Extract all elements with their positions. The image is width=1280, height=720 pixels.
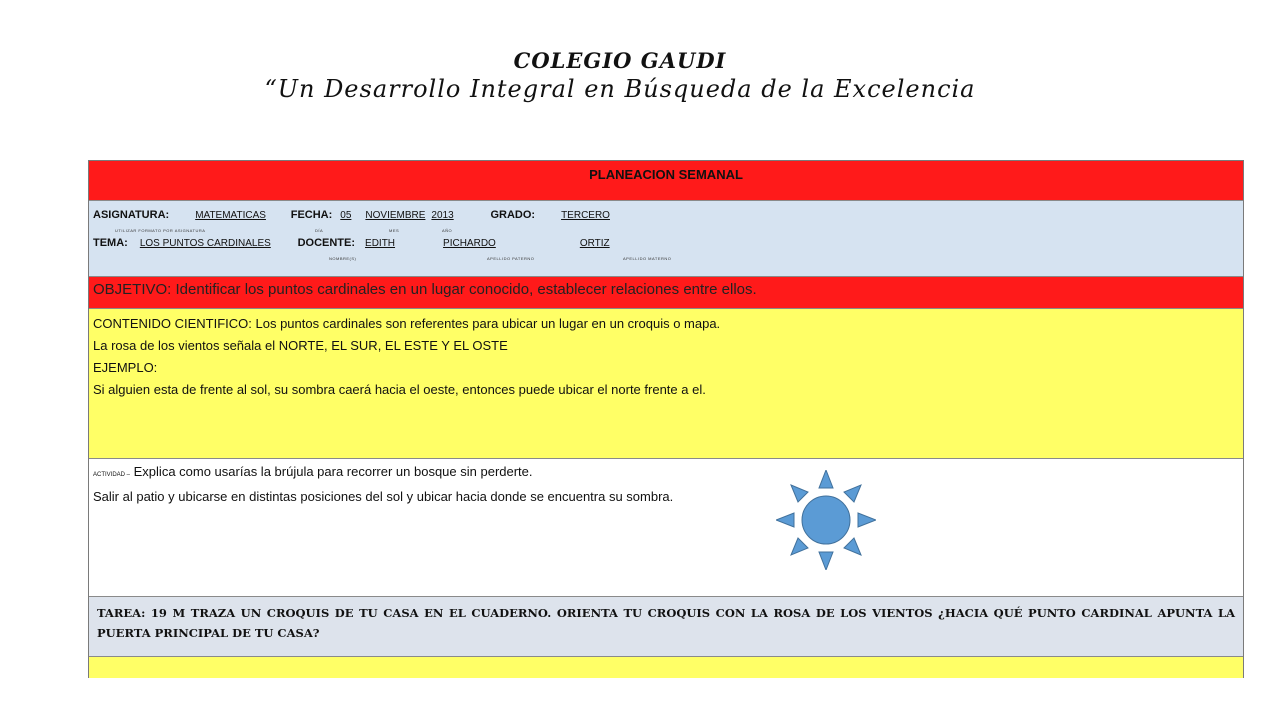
sun-ray-s [819, 552, 833, 570]
activity-text [89, 459, 1243, 508]
school-slogan: “Un Desarrollo Integral en Búsqueda de la Excelencia [264, 75, 976, 103]
fecha-label: FECHA: [290, 209, 333, 221]
table-title: PLANEACION SEMANAL [589, 167, 743, 182]
asignatura-value: MATEMATICAS [195, 210, 266, 221]
activity-label: ACTIVIDAD – [93, 472, 131, 478]
asignatura-line [93, 209, 618, 221]
document-header [0, 48, 1240, 103]
content-line-2: La rosa de los vientos señala el NORTE, EL SUR, EL ESTE Y EL OSTE [93, 338, 508, 353]
tema-label: TEMA: [93, 237, 128, 249]
grado-value: TERCERO [561, 210, 610, 221]
docente-nombre: EDITH [365, 238, 396, 249]
hint-mes: MES [389, 228, 400, 233]
fecha-anio: 2013 [431, 210, 454, 221]
sun-ray-sw [791, 538, 808, 555]
hint-anio: AÑO [442, 228, 453, 233]
tema-value: LOS PUNTOS CARDINALES [139, 238, 271, 249]
title-row [89, 161, 1243, 201]
docente-paterno: PICHARDO [443, 238, 496, 249]
tema-line [93, 237, 650, 249]
docente-materno: ORTIZ [579, 238, 610, 249]
empty-row [89, 657, 1243, 678]
hint-materno: APELLIDO MATERNO [623, 256, 672, 261]
fecha-mes: NOVIEMBRE [365, 210, 426, 221]
hint-dia: DÍA [315, 228, 324, 233]
sun-ray-n [819, 470, 833, 488]
grado-label: GRADO: [490, 209, 536, 221]
sun-ray-nw [791, 485, 808, 502]
hint-asignatura: UTILIZAR FORMATO POR ASIGNATURA [115, 228, 206, 233]
asignatura-label: ASIGNATURA: [93, 209, 170, 221]
planning-table [88, 160, 1244, 678]
sun-ray-e [858, 513, 876, 527]
sun-ray-w [776, 513, 794, 527]
content-line-3: EJEMPLO: [93, 360, 158, 375]
content-row [89, 309, 1243, 459]
hint-paterno: APELLIDO PATERNO [487, 256, 535, 261]
activity-row [89, 459, 1243, 597]
sun-icon [776, 470, 876, 570]
content-text [89, 309, 1243, 401]
activity-line-1: Explica como usarías la brújula para recorrer un bosque sin perderte. [133, 464, 533, 479]
sun-ray-se [844, 538, 861, 555]
content-line-1: CONTENIDO CIENTIFICO: Los puntos cardinales son referentes para ubicar un lugar en un croquis o mapa. [93, 316, 721, 331]
objective-text: OBJETIVO: Identificar los puntos cardinales en un lugar conocido, establecer relaciones entre ellos. [93, 281, 757, 298]
fecha-dia: 05 [340, 210, 352, 221]
sun-core [802, 496, 850, 544]
content-line-4: Si alguien esta de frente al sol, su sombra caerá hacia el oeste, entonces puede ubicar el norte frente a el. [93, 382, 706, 397]
school-name: COLEGIO GAUDI [513, 48, 727, 73]
activity-line-2: Salir al patio y ubicarse en distintas posiciones del sol y ubicar hacia donde se encuentra su sombra. [93, 489, 674, 504]
objective-row [89, 277, 1243, 309]
sun-ray-ne [844, 485, 861, 502]
homework-row [89, 597, 1243, 657]
hint-nombre: NOMBRE(S) [329, 256, 357, 261]
info-row [89, 201, 1243, 277]
homework-text: TAREA: 19 M TRAZA UN CROQUIS DE TU CASA EN EL CUADERNO. ORIENTA TU CROQUIS CON LA ROSA DE LOS VIENTOS ¿HACIA QUÉ PUNTO CARDINAL APUNTA LA PUERTA PRINCIPAL DE TU CASA? [97, 606, 1235, 640]
docente-label: DOCENTE: [297, 237, 356, 249]
